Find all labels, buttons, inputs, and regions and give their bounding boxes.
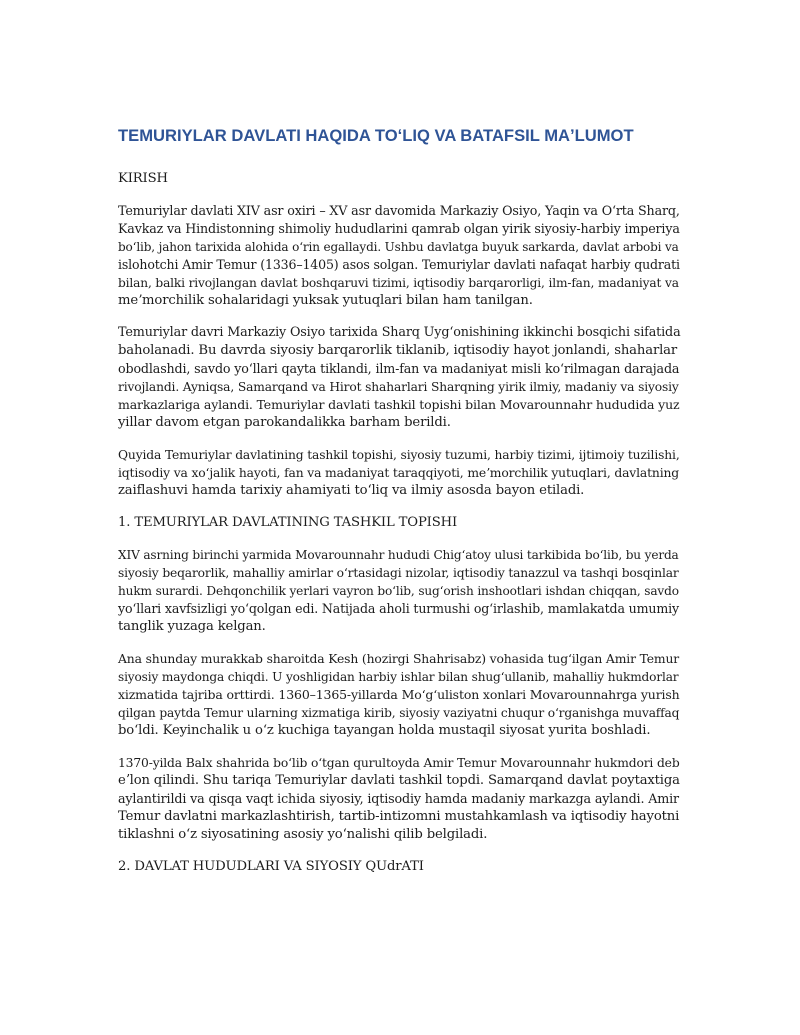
- paragraph-line: rivojlandi. Ayniqsa, Samarqand va Hirot shaharlari Sharqning yirik ilmiy, madaniy va siyosiy: [118, 380, 679, 394]
- intro-heading: KIRISH: [118, 171, 168, 186]
- section-2-heading: 2. DAVLAT HUDUDLARI VA SIYOSIY QUdrATI: [118, 859, 424, 874]
- paragraph-line: zaiflashuvi hamda tarixiy ahamiyati toʻliq va ilmiy asosda bayon etiladi.: [118, 483, 585, 498]
- paragraph-line: bilan, balki rivojlangan davlat boshqaruvi tizimi, iqtisodiy barqarorligi, ilm-fan, madaniyat va: [118, 276, 679, 290]
- paragraph-line: siyosiy maydonga chiqdi. U yoshligidan harbiy ishlar bilan shugʻullanib, mahalliy hukmdorlar: [118, 670, 679, 684]
- paragraph-line: islohotchi Amir Temur (1336–1405) asos solgan. Temuriylar davlati nafaqat harbiy qudrati: [118, 257, 680, 272]
- section-1-heading: 1. TEMURIYLAR DAVLATINING TASHKIL TOPISHI: [118, 515, 458, 530]
- paragraph-line: qilgan paytda Temur ularning xizmatiga kirib, siyosiy vaziyatni chuqur oʻrganishga muvaffaq: [118, 706, 680, 720]
- intro-paragraph-3: [118, 446, 678, 500]
- intro-paragraph-2: [118, 324, 681, 432]
- paragraph-line: siyosiy beqarorlik, mahalliy amirlar oʻrtasidagi nizolar, iqtisodiy tanazzul va tashqi bosqinlar: [118, 566, 679, 580]
- paragraph-line: boʻldi. Keyinchalik u oʻz kuchiga tayangan holda mustaqil siyosat yurita boshladi.: [118, 723, 651, 738]
- section-1-paragraph-2: [118, 650, 678, 740]
- paragraph-line: hukm surardi. Dehqonchilik yerlari vayron boʻlib, sugʻorish inshootlari ishdan chiqqan, savdo: [118, 584, 679, 598]
- paragraph-line: obodlashdi, savdo yoʻllari qayta tiklandi, ilm-fan va madaniyat misli koʻrilmagan darajada: [118, 361, 680, 376]
- paragraph-line: Temur davlatni markazlashtirish, tartib-intizomni mustahkamlash va iqtisodiy hayotni: [118, 809, 680, 824]
- document-title: TEMURIYLAR DAVLATI HAQIDA TOʻLIQ VA BATAFSIL MAʼLUMOT: [118, 126, 634, 145]
- document-body: [118, 124, 681, 890]
- paragraph-line: yoʻllari xavfsizligi yoʻqolgan edi. Natijada aholi turmushi ogʻirlashib, mamlakatda umumiy: [118, 601, 679, 616]
- paragraph-line: aylantirildi va qisqa vaqt ichida siyosiy, iqtisodiy hamda madaniy markazga aylandi. Amir: [118, 791, 679, 806]
- paragraph-line: baholanadi. Bu davrda siyosiy barqarorlik tiklanib, iqtisodiy hayot jonlandi, shaharlar: [118, 343, 678, 358]
- paragraph-line: boʻlib, jahon tarixida alohida oʻrin egallaydi. Ushbu davlatga buyuk sarkarda, davlat arbobi va: [118, 240, 679, 254]
- section-1-paragraph-3: [118, 754, 678, 844]
- paragraph-line: Temuriylar davlati XIV asr oxiri – XV asr davomida Markaziy Osiyo, Yaqin va Oʻrta Sharq,: [118, 203, 680, 218]
- paragraph-line: Kavkaz va Hindistonning shimoliy hududlarini qamrab olgan yirik siyosiy-harbiy imperiya: [118, 221, 680, 236]
- paragraph-line: Temuriylar davri Markaziy Osiyo tarixida Sharq Uygʻonishining ikkinchi bosqichi sifatida: [118, 325, 681, 340]
- paragraph-line: 1370-yilda Balx shahrida boʻlib oʻtgan qurultoyda Amir Temur Movarounnahr hukmdori deb: [118, 756, 680, 770]
- paragraph-line: tiklashni oʻz siyosatining asosiy yoʻnalishi qilib belgiladi.: [118, 827, 488, 842]
- paragraph-line: yillar davom etgan parokandalikka barham berildi.: [118, 415, 451, 430]
- section-1-paragraph-1: [118, 546, 678, 636]
- paragraph-line: meʼmorchilik sohalaridagi yuksak yutuqlari bilan ham tanilgan.: [118, 293, 533, 308]
- paragraph-line: markazlariga aylandi. Temuriylar davlati tashkil topishi bilan Movarounnahr hududida yuz: [118, 397, 680, 412]
- paragraph-line: xizmatida tajriba orttirdi. 1360–1365-yillarda Moʻgʻuliston xonlari Movarounnahrga yurish: [118, 687, 680, 702]
- paragraph-line: Quyida Temuriylar davlatining tashkil topishi, siyosiy tuzumi, harbiy tizimi, ijtimoiy tuzilishi,: [118, 448, 680, 462]
- paragraph-line: iqtisodiy va xoʻjalik hayoti, fan va madaniyat taraqqiyoti, meʼmorchilik yutuqlari, davlatning: [118, 466, 680, 480]
- paragraph-line: Ana shunday murakkab sharoitda Kesh (hozirgi Shahrisabz) vohasida tugʻilgan Amir Temur: [118, 652, 680, 666]
- intro-paragraph-1: [118, 202, 678, 310]
- paragraph-line: XIV asrning birinchi yarmida Movarounnahr hududi Chigʻatoy ulusi tarkibida boʻlib, bu yerda: [118, 548, 679, 562]
- paragraph-line: eʼlon qilindi. Shu tariqa Temuriylar davlati tashkil topdi. Samarqand davlat poytaxtiga: [118, 773, 680, 788]
- paragraph-line: tanglik yuzaga kelgan.: [118, 619, 266, 634]
